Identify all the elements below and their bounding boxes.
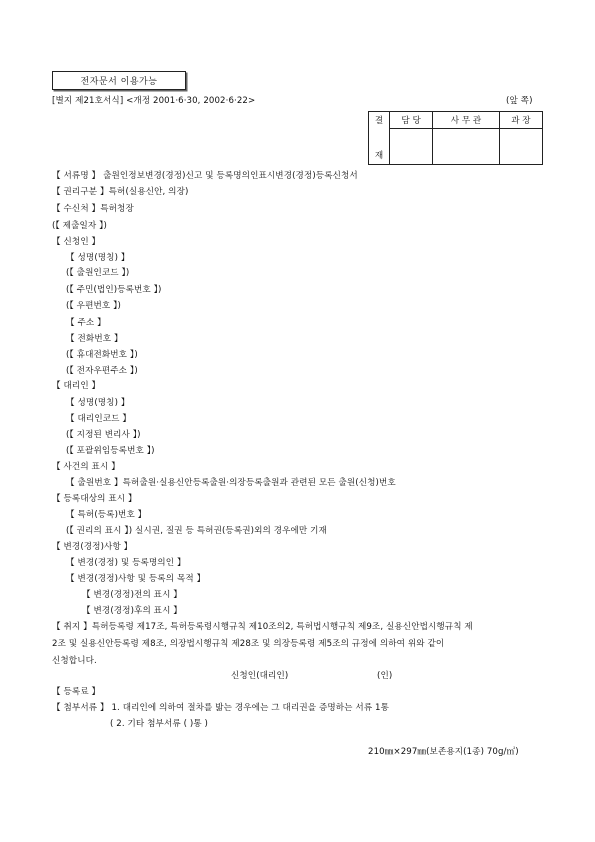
applicant-heading: 【 신청인 】 [52, 237, 101, 247]
change-purpose: 【 변경(경정)사항 및 등록의 목적 】 [66, 574, 206, 584]
approval-sign-staff [390, 129, 433, 165]
purpose-line-1: 【 취지 】특허등록령 제17조, 특허등록령시행규칙 제10조의2, 특허법시행규칙 제9조, 실용신안법시행규칙 제 [52, 622, 473, 632]
purpose-line-2: 2조 및 실용신안등록령 제8조, 의장법시행규칙 제28조 및 의장등록령 제5조의 규정에 의하여 위와 같이 [52, 639, 445, 649]
approval-sign-director [499, 129, 542, 165]
applicant-registration-number: (【 주민(법인)등록번호 】) [66, 285, 162, 295]
applicant-phone: 【 전화번호 】 [66, 334, 123, 344]
approval-col-director: 과 장 [499, 112, 542, 129]
applicant-signature-label: 신청인(대리인) [231, 671, 289, 681]
agent-code: 【 대리인코드 】 [66, 414, 132, 424]
approval-sign-officer [433, 129, 500, 165]
submission-date: (【 제출일자 】) [52, 221, 107, 231]
general-power-registration-number: (【 포괄위임등록번호 】) [66, 446, 155, 456]
applicant-mobile: (【 휴대전화번호 】) [66, 350, 138, 360]
registration-fee: 【 등록료 】 [52, 687, 101, 697]
attachments-line-2: ( 2. 기타 첨부서류 ( )통 ) [110, 719, 209, 729]
electronic-document-label: 전자문서 이용가능 [52, 71, 186, 90]
page-side-label: (앞 쪽) [506, 96, 533, 106]
applicant-email: (【 전자우편주소 】) [66, 366, 138, 376]
approval-side-bottom: 재 [369, 129, 390, 165]
registration-target-heading: 【 등록대상의 표시 】 [52, 494, 137, 504]
seal-mark: (인) [377, 671, 393, 681]
change-items-heading: 【 변경(경정)사항 】 [52, 542, 133, 552]
attachments-line-1: 【 첨부서류 】 1. 대리인에 의하여 절차를 밟는 경우에는 그 대리권을 증명하는 서류 1통 [52, 703, 390, 713]
applicant-name: 【 성명(명칭) 】 [66, 253, 130, 263]
form-header: [별지 제21호서식] <개정 2001·6·30, 2002·6·22> [52, 96, 256, 106]
right-category: 【 권리구분 】특허(실용신안, 의장) [52, 187, 189, 197]
agent-heading: 【 대리인 】 [52, 381, 101, 391]
before-change: 【 변경(경정)전의 표시 】 [82, 590, 183, 600]
purpose-line-3: 신청합니다. [52, 656, 97, 666]
applicant-code: (【 출원인코드 】) [66, 268, 130, 278]
application-number: 【 출원번호 】특허출원·실용신안등록출원·의장등록출원과 관련된 모든 출원(신청)번호 [66, 478, 396, 488]
document-title: 【 서류명 】 출원인정보변경(경정)신고 및 등록명의인표시변경(경정)등록신청서 [52, 171, 358, 181]
agent-name: 【 성명(명칭) 】 [66, 398, 130, 408]
approval-table [368, 111, 543, 165]
recipient: 【 수신처 】특허청장 [52, 204, 134, 214]
applicant-postal-code: (【 우편번호 】) [66, 301, 121, 311]
patent-registration-number: 【 특허(등록)번호 】 [66, 510, 147, 520]
after-change: 【 변경(경정)후의 표시 】 [82, 606, 183, 616]
right-indication: (【 권리의 표시 】) 실시권, 질권 등 특허권(등록권)외의 경우에만 기재 [66, 526, 327, 536]
applicant-address: 【 주소 】 [66, 318, 106, 328]
approval-side-top: 결 [369, 112, 390, 129]
change-and-registrant: 【 변경(경정) 및 등록명의인 】 [66, 558, 186, 568]
paper-spec: 210㎜×297㎜(보존용지(1종) 70g/㎡) [368, 747, 519, 757]
case-indication-heading: 【 사건의 표시 】 [52, 462, 120, 472]
designated-patent-attorney: (【 지정된 변리사 】) [66, 430, 141, 440]
approval-col-officer: 사 무 관 [433, 112, 500, 129]
approval-col-staff: 담 당 [390, 112, 433, 129]
